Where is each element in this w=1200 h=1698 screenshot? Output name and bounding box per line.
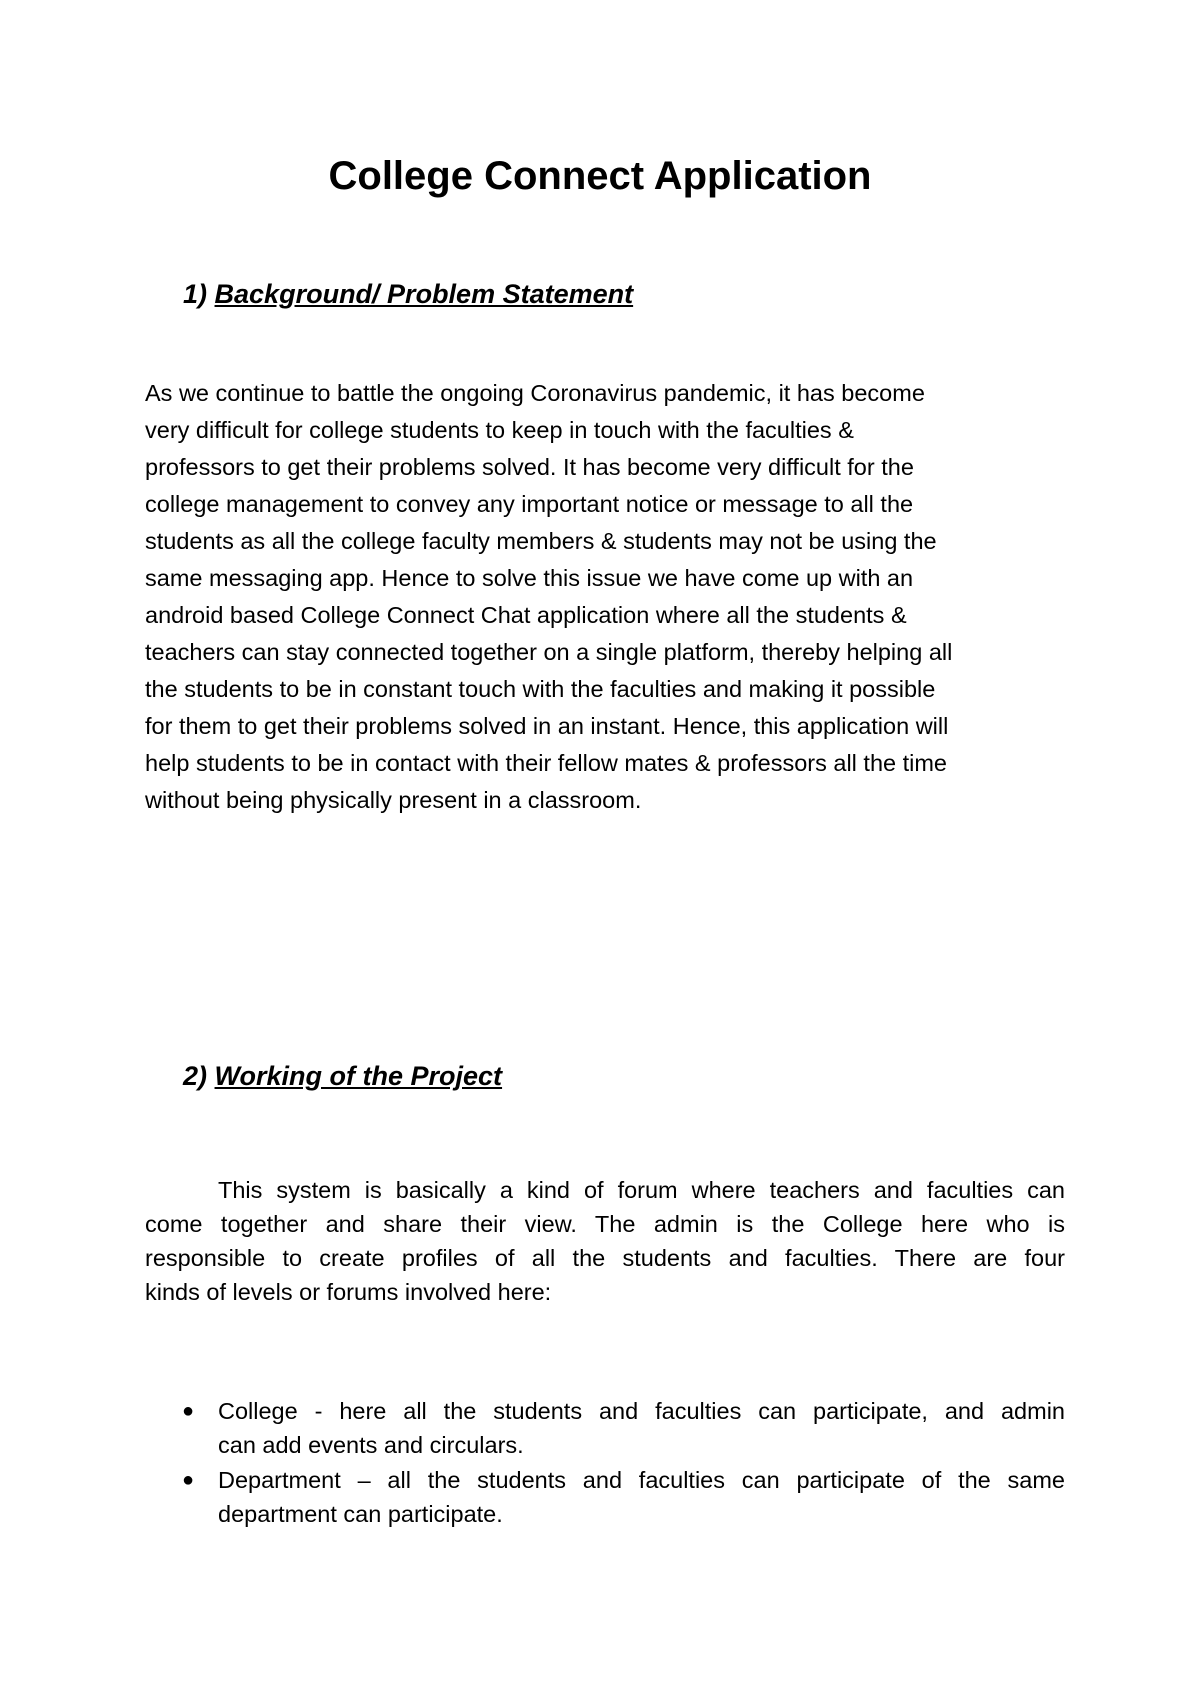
section-number: 1) bbox=[183, 279, 208, 309]
list-item-line: Department – all the students and faculties can participate of the same bbox=[218, 1467, 1065, 1493]
paragraph-line: for them to get their problems solved in an instant. Hence, this application will bbox=[145, 713, 949, 739]
list-item bbox=[145, 1394, 1065, 1462]
list-item bbox=[145, 1463, 1065, 1531]
section-heading-background bbox=[183, 276, 633, 312]
list-item-line: can add events and circulars. bbox=[218, 1432, 524, 1458]
paragraph-line: without being physically present in a classroom. bbox=[145, 787, 642, 813]
paragraph-line: kinds of levels or forums involved here: bbox=[145, 1279, 552, 1305]
section-number: 2) bbox=[183, 1061, 208, 1091]
bullet-icon: ● bbox=[182, 1400, 195, 1422]
paragraph-line: professors to get their problems solved. It has become very difficult for the bbox=[145, 454, 914, 480]
document-title: College Connect Application bbox=[328, 154, 872, 198]
section-heading-text: Background/ Problem Statement bbox=[214, 279, 634, 309]
background-paragraph bbox=[145, 375, 1065, 819]
paragraph-line: same messaging app. Hence to solve this issue we have come up with an bbox=[145, 565, 914, 591]
paragraph-line: very difficult for college students to keep in touch with the faculties & bbox=[145, 417, 854, 443]
paragraph-line: As we continue to battle the ongoing Coronavirus pandemic, it has become bbox=[145, 380, 925, 406]
paragraph-line: students as all the college faculty members & students may not be using the bbox=[145, 528, 937, 554]
paragraph-line: help students to be in contact with their fellow mates & professors all the time bbox=[145, 750, 948, 776]
paragraph-line: come together and share their view. The admin is the College here who is bbox=[145, 1211, 1065, 1237]
working-paragraph bbox=[145, 1173, 1065, 1309]
list-item-line: College - here all the students and faculties can participate, and admin bbox=[218, 1398, 1065, 1424]
paragraph-line: android based College Connect Chat application where all the students & bbox=[145, 602, 907, 628]
section-heading-text: Working of the Project bbox=[214, 1061, 503, 1091]
paragraph-line: college management to convey any important notice or message to all the bbox=[145, 491, 914, 517]
section-heading-working bbox=[183, 1058, 502, 1094]
list-item-line: department can participate. bbox=[218, 1501, 503, 1527]
bullet-icon: ● bbox=[182, 1469, 195, 1491]
paragraph-line: teachers can stay connected together on a single platform, thereby helping all bbox=[145, 639, 953, 665]
paragraph-line: the students to be in constant touch with the faculties and making it possible bbox=[145, 676, 936, 702]
paragraph-line: responsible to create profiles of all the students and faculties. There are four bbox=[145, 1245, 1065, 1271]
paragraph-line: This system is basically a kind of forum where teachers and faculties can bbox=[218, 1177, 1065, 1203]
forum-levels-list bbox=[145, 1394, 1065, 1532]
